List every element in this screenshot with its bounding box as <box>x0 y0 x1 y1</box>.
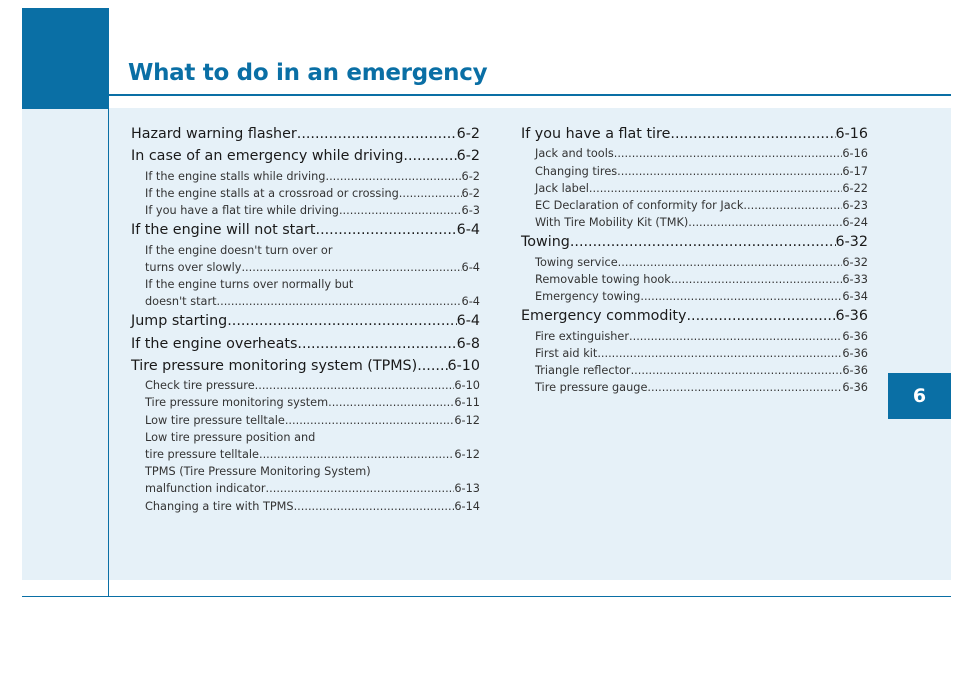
page-title: What to do in an emergency <box>128 60 488 86</box>
toc-page-number: 6-32 <box>835 234 868 251</box>
toc-leader-dots <box>325 168 461 185</box>
toc-subentry-line: TPMS (Tire Pressure Monitoring System) <box>145 465 371 479</box>
toc-page-number: 6-2 <box>456 126 480 142</box>
toc-entry-text: Low tire pressure telltale <box>145 413 285 427</box>
toc-page-number: 6-17 <box>842 164 868 178</box>
toc-subentry[interactable] <box>131 480 480 497</box>
toc-leader-dots <box>259 446 454 463</box>
toc-subentry[interactable] <box>521 379 868 396</box>
toc-page-number: 6-11 <box>454 396 480 410</box>
toc-leader-dots <box>688 214 842 231</box>
toc-entry-text: turns over slowly <box>145 260 242 274</box>
toc-subentry[interactable] <box>521 163 868 180</box>
toc-leader-dots <box>671 271 843 288</box>
toc-leader-dots <box>687 305 836 327</box>
title-underline <box>108 94 951 96</box>
toc-page-number: 6-16 <box>835 126 868 142</box>
toc-page-number: 6-36 <box>842 346 868 360</box>
toc-page-number: 6-4 <box>456 313 480 330</box>
toc-leader-dots <box>417 355 447 377</box>
toc-entry[interactable] <box>131 355 480 377</box>
toc-entry[interactable] <box>131 310 480 332</box>
toc-subentry[interactable] <box>131 377 480 394</box>
toc-leader-dots <box>640 288 842 305</box>
toc-entry[interactable] <box>131 219 480 241</box>
toc-page-number: 6-12 <box>454 448 480 462</box>
toc-leader-dots <box>217 293 462 310</box>
toc-entry-text: If the engine will not start <box>131 222 316 239</box>
toc-entry-text: Emergency towing <box>535 290 641 304</box>
toc-subentry[interactable] <box>131 498 480 515</box>
toc-page-number: 6-14 <box>454 499 480 513</box>
toc-subentry[interactable] <box>521 362 868 379</box>
toc-entry-text: EC Declaration of conformity for Jack <box>535 198 744 212</box>
toc-subentry[interactable] <box>131 293 480 310</box>
toc-left-column <box>131 123 480 515</box>
margin-divider-vertical <box>108 8 109 597</box>
toc-subentry[interactable] <box>521 214 868 231</box>
toc-leader-dots <box>614 145 843 162</box>
toc-leader-dots <box>570 231 836 253</box>
toc-right-column <box>521 123 868 396</box>
toc-page-number: 6-32 <box>842 255 868 269</box>
toc-page-number: 6-24 <box>842 216 868 230</box>
toc-leader-dots <box>266 480 455 497</box>
toc-page-number: 6-4 <box>461 260 480 274</box>
toc-page-number: 6-34 <box>842 290 868 304</box>
toc-entry[interactable] <box>131 123 480 145</box>
toc-entry-text: Tire pressure gauge <box>535 381 648 395</box>
toc-page-number: 6-8 <box>456 335 480 352</box>
toc-leader-dots <box>399 185 462 202</box>
toc-entry-text: Changing a tire with TPMS <box>145 499 294 513</box>
toc-entry-text: Changing tires <box>535 164 618 178</box>
toc-subentry[interactable] <box>131 185 480 202</box>
toc-entry[interactable] <box>521 123 868 145</box>
toc-entry-text: malfunction indicator <box>145 482 266 496</box>
toc-page-number: 6-36 <box>835 308 868 325</box>
toc-entry-text: Emergency commodity <box>521 308 687 325</box>
toc-leader-dots <box>618 254 843 271</box>
toc-leader-dots <box>403 145 456 167</box>
toc-leader-dots <box>589 180 842 197</box>
toc-leader-dots <box>647 379 842 396</box>
toc-subentry[interactable] <box>131 168 480 185</box>
toc-entry-text: If the engine stalls at a crossroad or crossing <box>145 186 399 200</box>
toc-subentry-line: If the engine doesn't turn over or <box>145 243 333 257</box>
toc-subentry[interactable] <box>131 394 480 411</box>
toc-leader-dots <box>629 328 842 345</box>
toc-page-number: 6-4 <box>456 222 480 239</box>
toc-entry-text: If the engine stalls while driving <box>145 169 326 183</box>
toc-subentry[interactable] <box>521 345 868 362</box>
toc-subentry[interactable] <box>521 328 868 345</box>
toc-leader-dots <box>294 498 455 515</box>
toc-page-number: 6-4 <box>461 295 480 309</box>
toc-page-number: 6-33 <box>842 272 868 286</box>
toc-page-number: 6-2 <box>461 186 480 200</box>
toc-subentry[interactable] <box>131 202 480 219</box>
toc-page-number: 6-16 <box>842 147 868 161</box>
toc-page-number: 6-3 <box>461 204 480 217</box>
toc-entry-text: Triangle reflector <box>535 363 631 377</box>
toc-entry-text: In case of an emergency while driving <box>131 148 404 165</box>
footer-divider <box>22 596 951 597</box>
toc-subentry-line: Low tire pressure position and <box>145 430 316 444</box>
toc-entry-text: Jack label <box>535 181 589 195</box>
toc-entry-text: Fire extinguisher <box>535 329 630 343</box>
toc-page-number: 6-2 <box>456 148 480 165</box>
toc-subentry[interactable] <box>131 259 480 276</box>
toc-page-number: 6-36 <box>842 381 868 395</box>
toc-page-number: 6-10 <box>447 357 480 374</box>
toc-leader-dots <box>631 362 843 379</box>
toc-leader-dots <box>597 345 842 362</box>
toc-entry-text: First aid kit <box>535 346 598 360</box>
toc-leader-dots <box>328 394 454 411</box>
toc-subentry[interactable] <box>521 288 868 305</box>
toc-leader-dots <box>241 259 461 276</box>
toc-page-number: 6-23 <box>842 198 868 212</box>
toc-entry-text: Tire pressure monitoring system <box>145 396 329 410</box>
toc-leader-dots <box>297 123 457 145</box>
toc-subentry[interactable] <box>131 446 480 463</box>
toc-subentry[interactable] <box>521 180 868 197</box>
toc-entry[interactable] <box>131 145 480 167</box>
toc-entry-text: If you have a flat tire <box>521 126 671 142</box>
toc-leader-dots <box>743 197 842 214</box>
toc-entry[interactable] <box>521 305 868 327</box>
toc-page-number: 6-13 <box>454 482 480 496</box>
chapter-tab[interactable]: 6 <box>888 373 951 419</box>
toc-entry-text: doesn't start <box>145 295 217 309</box>
toc-entry-text: Hazard warning flasher <box>131 126 297 142</box>
toc-page-number: 6-2 <box>461 169 480 183</box>
toc-entry-text: tire pressure telltale <box>145 448 259 462</box>
toc-subentry[interactable] <box>521 254 868 271</box>
toc-entry-text: If the engine overheats <box>131 335 298 352</box>
toc-leader-dots <box>670 123 835 145</box>
toc-entry[interactable] <box>521 231 868 253</box>
toc-page-number: 6-22 <box>842 181 868 195</box>
toc-leader-dots <box>227 310 456 332</box>
header-color-block <box>22 8 108 109</box>
toc-leader-dots <box>255 377 455 394</box>
toc-subentry-line: If the engine turns over normally but <box>145 277 354 291</box>
toc-leader-dots <box>316 219 457 241</box>
toc-subentry[interactable] <box>521 145 868 162</box>
toc-subentry[interactable] <box>521 197 868 214</box>
toc-page-number: 6-36 <box>842 329 868 343</box>
toc-entry-text: Jack and tools <box>535 147 614 161</box>
toc-leader-dots <box>339 202 462 219</box>
toc-entry-text: Towing <box>521 234 570 251</box>
toc-page-number: 6-12 <box>454 413 480 427</box>
toc-leader-dots <box>617 163 842 180</box>
toc-entry-text: If you have a flat tire while driving <box>145 204 339 217</box>
toc-entry-text: Removable towing hook <box>535 272 671 286</box>
toc-page-number: 6-36 <box>842 363 868 377</box>
toc-entry-text: Tire pressure monitoring system (TPMS) <box>131 357 418 374</box>
toc-page-number: 6-10 <box>454 379 480 393</box>
toc-leader-dots <box>297 333 456 355</box>
toc-entry-text: Check tire pressure <box>145 379 255 393</box>
toc-subentry[interactable] <box>521 271 868 288</box>
toc-entry-text: Jump starting <box>131 313 228 330</box>
toc-entry-text: Towing service <box>535 255 618 269</box>
toc-subentry[interactable] <box>131 412 480 429</box>
toc-leader-dots <box>285 412 455 429</box>
toc-entry-text: With Tire Mobility Kit (TMK) <box>535 216 689 230</box>
toc-entry[interactable] <box>131 333 480 355</box>
